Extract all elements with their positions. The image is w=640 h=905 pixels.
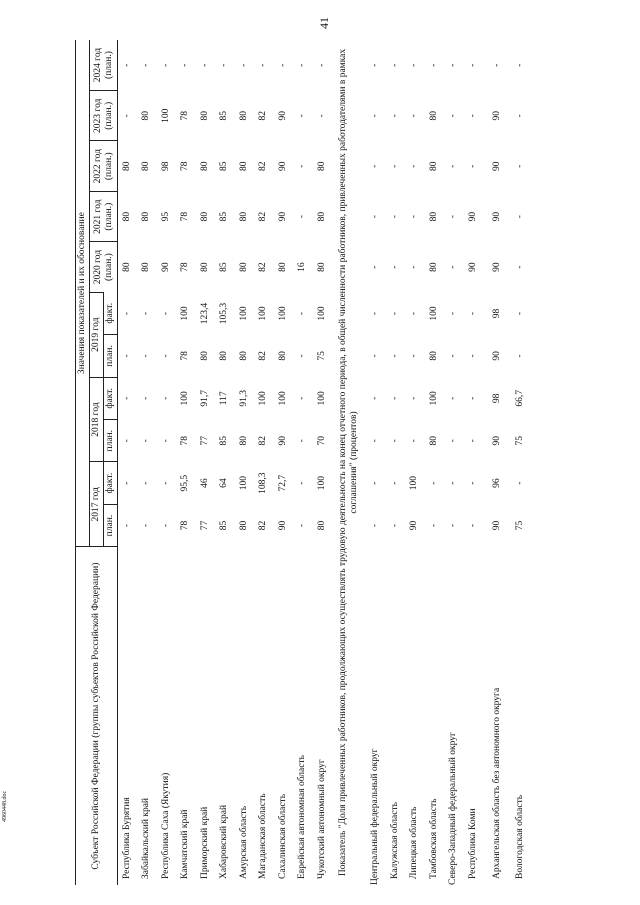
value-cell: 80 (141, 161, 152, 171)
table-row (444, 40, 464, 885)
value-cell: 80 (199, 351, 210, 361)
value-cell: 82 (258, 262, 269, 272)
value-cell: 100 (238, 476, 249, 491)
value-cell: - (122, 354, 133, 358)
page-number: 41 (316, 17, 331, 29)
value-cell: 78 (180, 262, 191, 272)
value-cell: - (122, 481, 133, 485)
header-year-2017: 2017 год (90, 462, 104, 547)
value-cell: - (515, 114, 526, 118)
subject-name: Чукотский автономный округ (316, 759, 327, 879)
header-plan: план. (104, 504, 118, 546)
value-cell: 85 (219, 111, 230, 121)
value-cell: 78 (180, 111, 191, 121)
value-cell: - (448, 396, 459, 400)
value-cell: - (491, 63, 502, 67)
value-cell: 100 (316, 306, 327, 321)
value-cell: 80 (141, 211, 152, 222)
value-cell: 100 (160, 108, 171, 123)
value-cell: - (141, 396, 152, 400)
value-cell: - (122, 396, 133, 400)
value-cell: 77 (199, 435, 210, 446)
value-cell: 80 (428, 161, 439, 171)
value-cell: - (467, 439, 478, 443)
value-cell: 82 (258, 161, 269, 171)
value-cell: 80 (316, 520, 327, 531)
table-row (386, 40, 406, 885)
value-cell: - (370, 63, 381, 67)
value-cell: - (428, 63, 439, 67)
value-cell: - (238, 63, 249, 67)
value-cell: - (467, 523, 478, 528)
value-cell: - (297, 523, 308, 528)
subject-name: Республика Коми (467, 808, 478, 879)
value-cell: - (389, 215, 400, 219)
subject-name: Амурская область (238, 805, 249, 879)
value-cell: 80 (122, 161, 133, 171)
value-cell: - (409, 311, 420, 316)
value-cell: - (515, 354, 526, 358)
value-cell: 91,3 (238, 390, 249, 407)
value-cell: 108,3 (258, 472, 269, 494)
value-cell: - (122, 439, 133, 443)
value-cell: - (141, 354, 152, 358)
value-cell: 80 (238, 111, 249, 121)
value-cell: - (297, 114, 308, 118)
value-cell: - (141, 523, 152, 528)
district-name: Северо-Западный федеральный округ (448, 732, 459, 885)
indicator-title: Показатель "Доля привлеченных работников, продолжающих осуществлять трудовую деятельность на конец отчетного периода, в общей численности работников, привлеченных работодателями в рамках соглашения" (процентов) (338, 48, 359, 877)
value-cell: 100 (277, 391, 288, 406)
value-cell: - (409, 215, 420, 219)
value-cell: 80 (428, 211, 439, 222)
value-cell: - (448, 523, 459, 528)
indicators-table (75, 40, 531, 885)
value-cell: - (515, 265, 526, 269)
table-row (483, 40, 511, 885)
value-cell: - (467, 164, 478, 168)
value-cell: 80 (199, 211, 210, 222)
value-cell: - (448, 439, 459, 443)
value-cell: - (122, 311, 133, 316)
value-cell: - (448, 354, 459, 358)
header-year-2018: 2018 год (90, 377, 104, 462)
value-cell: - (160, 439, 171, 443)
value-cell: 75 (316, 351, 327, 361)
value-cell: 98 (491, 393, 502, 404)
value-cell: 78 (180, 520, 191, 531)
value-cell: 85 (219, 435, 230, 446)
header-values-title: Значения показателей и их обоснование (76, 40, 90, 547)
value-cell: 75 (515, 435, 526, 446)
value-cell: 100 (277, 306, 288, 321)
value-cell: 72,7 (277, 474, 288, 492)
value-cell: 90 (491, 435, 502, 446)
subject-name: Вологодская область (515, 794, 526, 879)
value-cell: - (160, 63, 171, 67)
value-cell: 80 (238, 211, 249, 222)
value-cell: 123,4 (199, 302, 210, 325)
value-cell: - (316, 63, 327, 67)
value-cell: - (370, 354, 381, 358)
table-row (511, 40, 531, 885)
subject-name: Магаданская область (258, 793, 269, 879)
value-cell: 80 (277, 262, 288, 272)
value-cell: 78 (180, 161, 191, 171)
header-fact: факт. (104, 292, 118, 334)
value-cell: - (141, 439, 152, 443)
value-cell: - (448, 265, 459, 269)
value-cell: - (180, 63, 191, 67)
value-cell: 80 (219, 351, 230, 361)
value-cell: - (297, 63, 308, 67)
value-cell: 64 (219, 478, 230, 488)
value-cell: 90 (277, 161, 288, 171)
subject-name: Калужская область (389, 802, 400, 879)
value-cell: 85 (219, 161, 230, 171)
value-cell: - (160, 523, 171, 528)
value-cell: - (297, 164, 308, 168)
value-cell: 90 (277, 435, 288, 446)
value-cell: - (160, 396, 171, 400)
table-header (76, 40, 118, 885)
table-row (293, 40, 313, 885)
value-cell: 117 (219, 391, 230, 406)
value-cell: - (160, 354, 171, 358)
header-plan-2021: 2021 год (план.) (90, 191, 118, 241)
value-cell: - (219, 63, 230, 67)
value-cell: - (409, 63, 420, 67)
value-cell: 90 (467, 262, 478, 272)
value-cell: 80 (277, 351, 288, 361)
value-cell: 90 (277, 520, 288, 531)
value-cell: 100 (316, 391, 327, 406)
value-cell: 80 (238, 262, 249, 272)
value-cell: 100 (258, 306, 269, 321)
value-cell: - (467, 311, 478, 316)
value-cell: 70 (316, 435, 327, 446)
value-cell: 80 (428, 435, 439, 446)
value-cell: - (389, 481, 400, 485)
value-cell: 82 (258, 211, 269, 222)
district-name: Центральный федеральный округ (370, 748, 381, 885)
value-cell: 80 (238, 351, 249, 361)
header-fact: факт. (104, 377, 118, 419)
table-row (274, 40, 294, 885)
subject-name: Еврейская автономная область (297, 755, 308, 879)
value-cell: 85 (219, 262, 230, 272)
table-row (118, 40, 138, 885)
value-cell: 95,5 (180, 474, 191, 492)
value-cell: 98 (491, 308, 502, 319)
value-cell: 96 (491, 478, 502, 488)
value-cell: - (515, 164, 526, 168)
value-cell: 90 (491, 262, 502, 272)
value-cell: - (297, 354, 308, 358)
value-cell: - (297, 481, 308, 485)
value-cell: - (389, 63, 400, 67)
value-cell: - (141, 63, 152, 67)
header-plan-2024: 2024 год (план.) (90, 40, 118, 91)
document-code: 4960448.doc (2, 790, 8, 822)
table-row (366, 40, 386, 885)
value-cell: - (370, 164, 381, 168)
value-cell: - (141, 311, 152, 316)
table-row (176, 40, 196, 885)
value-cell: 90 (160, 262, 171, 272)
value-cell: - (448, 164, 459, 168)
table-row (405, 40, 425, 885)
value-cell: - (370, 523, 381, 528)
value-cell: - (122, 63, 133, 67)
subject-name: Липецкая область (409, 806, 420, 879)
value-cell: - (297, 439, 308, 443)
value-cell: 78 (180, 211, 191, 222)
value-cell: - (389, 396, 400, 400)
value-cell: 82 (258, 520, 269, 531)
value-cell: 80 (199, 262, 210, 272)
table-row (157, 40, 177, 885)
value-cell: 90 (491, 520, 502, 531)
value-cell: - (370, 265, 381, 269)
header-fact: факт. (104, 462, 118, 504)
value-cell: 80 (428, 351, 439, 361)
header-plan: план. (104, 420, 118, 462)
value-cell: 90 (467, 211, 478, 222)
rotated-table-sheet (75, 40, 555, 885)
subject-name: Архангельская область без автономного округа (491, 687, 502, 879)
value-cell: - (297, 396, 308, 400)
value-cell: 90 (277, 111, 288, 121)
subject-name: Приморский край (199, 806, 210, 879)
value-cell: - (428, 523, 439, 528)
value-cell: - (389, 523, 400, 528)
value-cell: - (515, 63, 526, 67)
value-cell: - (467, 481, 478, 485)
value-cell: 80 (316, 262, 327, 272)
header-plan-2020: 2020 год (план.) (90, 242, 118, 292)
table-row (313, 40, 333, 885)
value-cell: 100 (428, 391, 439, 406)
value-cell: 66,7 (515, 390, 526, 407)
value-cell: 90 (491, 111, 502, 121)
value-cell: - (297, 311, 308, 316)
subject-name: Хабаровский край (219, 804, 230, 879)
value-cell: - (448, 481, 459, 485)
table-row (137, 40, 157, 885)
value-cell: - (515, 311, 526, 316)
value-cell: 80 (199, 161, 210, 171)
value-cell: 82 (258, 435, 269, 446)
value-cell: 100 (238, 306, 249, 321)
value-cell: 80 (141, 262, 152, 272)
value-cell: 100 (316, 476, 327, 491)
value-cell: - (409, 164, 420, 168)
value-cell: - (448, 63, 459, 67)
header-plan-2023: 2023 год (план.) (90, 91, 118, 141)
subject-name: Республика Саха (Якутия) (160, 772, 171, 879)
value-cell: 105,3 (219, 302, 230, 325)
value-cell: - (160, 481, 171, 485)
value-cell: - (467, 114, 478, 118)
value-cell: - (370, 311, 381, 316)
value-cell: - (409, 396, 420, 400)
value-cell: 75 (515, 520, 526, 531)
value-cell: - (370, 439, 381, 443)
value-cell: - (409, 354, 420, 358)
header-plan: план. (104, 335, 118, 377)
value-cell: - (122, 523, 133, 528)
value-cell: 100 (428, 306, 439, 321)
value-cell: 85 (219, 520, 230, 531)
subject-name: Забайкальский край (141, 798, 152, 879)
value-cell: 80 (238, 520, 249, 531)
value-cell: 80 (141, 111, 152, 121)
value-cell: - (389, 265, 400, 269)
value-cell: - (199, 63, 210, 67)
value-cell: - (389, 164, 400, 168)
value-cell: 78 (180, 435, 191, 446)
subject-name: Республика Бурятия (122, 797, 133, 879)
value-cell: - (389, 311, 400, 316)
value-cell: 90 (491, 211, 502, 222)
value-cell: 46 (199, 478, 210, 488)
subject-name: Сахалинская область (277, 793, 288, 879)
value-cell: 80 (428, 111, 439, 121)
subject-name: Тамбовская область (428, 798, 439, 879)
header-year-2019: 2019 год (90, 292, 104, 377)
table-body (118, 40, 531, 885)
value-cell: - (448, 311, 459, 316)
value-cell: 100 (180, 391, 191, 406)
header-subject: Субъект Российской Федерации (группы субъектов Российской Федерации) (76, 547, 118, 885)
value-cell: 98 (160, 161, 171, 171)
value-cell: 80 (199, 111, 210, 121)
value-cell: - (141, 481, 152, 485)
value-cell: - (122, 114, 133, 118)
table-row (254, 40, 274, 885)
value-cell: - (409, 114, 420, 118)
value-cell: 80 (238, 435, 249, 446)
value-cell: 100 (409, 476, 420, 491)
value-cell: - (428, 481, 439, 485)
value-cell: 80 (428, 262, 439, 272)
value-cell: 90 (491, 351, 502, 361)
value-cell: 77 (199, 520, 210, 531)
value-cell: - (448, 215, 459, 219)
value-cell: - (409, 439, 420, 443)
value-cell: 80 (238, 161, 249, 171)
value-cell: 80 (316, 161, 327, 171)
table-row (196, 40, 216, 885)
value-cell: - (277, 63, 288, 67)
value-cell: - (515, 481, 526, 485)
value-cell: 95 (160, 211, 171, 222)
value-cell: 85 (219, 211, 230, 222)
value-cell: - (370, 396, 381, 400)
value-cell: - (467, 63, 478, 67)
indicator-row (332, 40, 366, 885)
value-cell: - (389, 439, 400, 443)
value-cell: 91,7 (199, 390, 210, 407)
value-cell: 82 (258, 351, 269, 361)
value-cell: 80 (316, 211, 327, 222)
value-cell: 82 (258, 111, 269, 121)
value-cell: 90 (491, 161, 502, 171)
subject-name: Камчатский край (180, 809, 191, 879)
header-plan-2022: 2022 год (план.) (90, 141, 118, 191)
value-cell: 90 (409, 520, 420, 531)
value-cell: - (515, 215, 526, 219)
value-cell: - (297, 215, 308, 219)
value-cell: - (160, 311, 171, 316)
value-cell: - (389, 354, 400, 358)
value-cell: - (258, 63, 269, 67)
value-cell: 78 (180, 351, 191, 361)
value-cell: - (409, 265, 420, 269)
value-cell: - (389, 114, 400, 118)
value-cell: - (467, 396, 478, 400)
value-cell: - (448, 114, 459, 118)
value-cell: 16 (297, 262, 308, 272)
table-row (235, 40, 255, 885)
value-cell: - (370, 481, 381, 485)
value-cell: 100 (258, 391, 269, 406)
value-cell: 100 (180, 306, 191, 321)
table-row (425, 40, 445, 885)
value-cell: 90 (277, 211, 288, 222)
value-cell: 80 (122, 211, 133, 222)
value-cell: - (370, 114, 381, 118)
value-cell: - (370, 215, 381, 219)
value-cell: - (467, 354, 478, 358)
value-cell: - (316, 114, 327, 118)
table-row (464, 40, 484, 885)
table-row (215, 40, 235, 885)
value-cell: 80 (122, 262, 133, 272)
